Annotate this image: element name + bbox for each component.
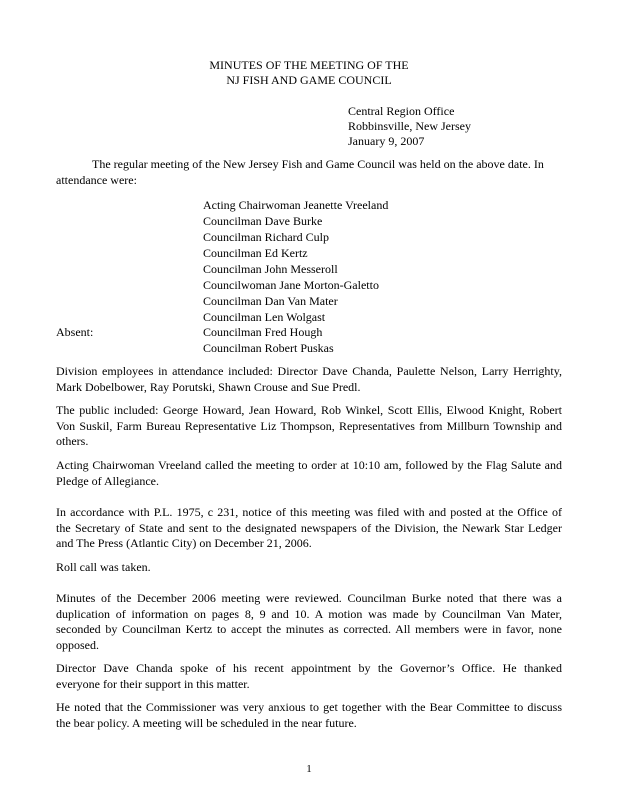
intro-line-2: attendance were: — [56, 172, 137, 187]
intro-line-1: The regular meeting of the New Jersey Fish and Game Council was held on the above date. In — [92, 157, 544, 171]
meeting-date: January 9, 2007 — [348, 134, 425, 148]
attendee-item: Councilman Ed Kertz — [203, 246, 308, 260]
paragraph-line: Mark Dobelbower, Ray Porutski, Shawn Crouse and Sue Predl. — [56, 379, 361, 394]
director-paragraph — [56, 661, 562, 692]
paragraph-line: Pledge of Allegiance. — [56, 473, 159, 488]
roll-call-paragraph — [56, 560, 562, 576]
attendee-item: Councilwoman Jane Morton-Galetto — [203, 278, 379, 292]
paragraph-line: In accordance with P.L. 1975, c 231, notice of this meeting was filed with and posted at the Office of — [56, 505, 562, 519]
public-paragraph — [56, 403, 562, 450]
document-title-line-1: MINUTES OF THE MEETING OF THE — [209, 58, 409, 72]
paragraph-line: seconded by Councilman Kertz to accept the minutes as corrected. All members were in favor, none — [56, 622, 562, 636]
attendee-item: Councilman John Messeroll — [203, 262, 338, 276]
attendee-item: Councilman Dan Van Mater — [203, 294, 338, 308]
attendee-item: Councilman Dave Burke — [203, 214, 323, 228]
attendee-item: Acting Chairwoman Jeanette Vreeland — [203, 198, 389, 212]
paragraph-line: Roll call was taken. — [56, 560, 151, 574]
intro-paragraph — [56, 157, 562, 188]
attendees-list — [203, 197, 388, 325]
paragraph-line: Minutes of the December 2006 meeting were reviewed. Councilman Burke noted that there was a — [56, 591, 562, 605]
location-office: Central Region Office — [348, 104, 455, 118]
paragraph-line: everyone for their support in this matter. — [56, 676, 250, 691]
page-number: 1 — [306, 763, 312, 775]
paragraph-line: Director Dave Chanda spoke of his recent appointment by the Governor’s Office. He thanked — [56, 661, 562, 675]
paragraph-line: and The Press (Atlantic City) on December 21, 2006. — [56, 536, 312, 550]
absent-item: Councilman Fred Hough — [203, 325, 323, 339]
attendee-item: Councilman Len Wolgast — [203, 310, 326, 324]
minutes-review-paragraph — [56, 591, 562, 653]
paragraph-line: duplication of information on pages 8, 9 and 10. A motion was made by Councilman Van Mater, — [56, 606, 562, 621]
paragraph-line: Acting Chairwoman Vreeland called the meeting to order at 10:10 am, followed by the Flag Salute and — [56, 458, 562, 472]
paragraph-line: The public included: George Howard, Jean Howard, Rob Winkel, Scott Ellis, Elwood Knight, Robert — [56, 403, 562, 417]
attendee-item: Councilman Richard Culp — [203, 230, 329, 244]
absent-list — [203, 324, 334, 356]
division-employees-paragraph — [56, 364, 562, 395]
paragraph-line: Division employees in attendance included: Director Dave Chanda, Paulette Nelson, Larry Herrighty, — [56, 364, 562, 378]
absent-item: Councilman Robert Puskas — [203, 341, 334, 355]
paragraph-line: the bear policy. A meeting will be scheduled in the near future. — [56, 715, 357, 730]
document-title-line-2: NJ FISH AND GAME COUNCIL — [226, 73, 392, 87]
call-to-order-paragraph — [56, 458, 562, 489]
paragraph-line: the Secretary of State and sent to the designated newspapers of the Division, the Newark Star Ledger — [56, 520, 562, 535]
commissioner-paragraph — [56, 700, 562, 731]
notice-paragraph — [56, 505, 562, 552]
paragraph-line: opposed. — [56, 637, 99, 652]
paragraph-line: Von Suskil, Farm Bureau Representative Liz Thompson, Representatives from Millburn Township and — [56, 418, 562, 433]
paragraph-line: others. — [56, 434, 89, 448]
paragraph-line: He noted that the Commissioner was very anxious to get together with the Bear Committee to discuss — [56, 700, 562, 714]
absent-label: Absent: — [56, 325, 94, 339]
location-city: Robbinsville, New Jersey — [348, 119, 471, 133]
